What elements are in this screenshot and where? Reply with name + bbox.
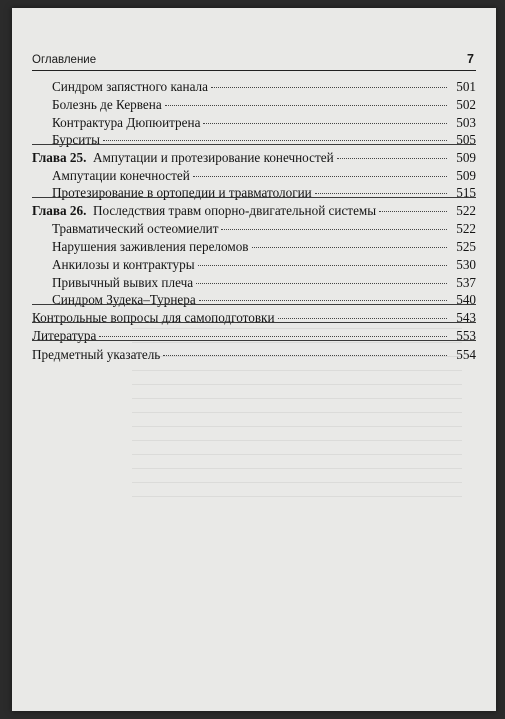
section-divider <box>32 197 476 198</box>
header-page-number: 7 <box>467 52 474 66</box>
toc-entry: Анкилозы и контрактуры 530 <box>52 257 476 272</box>
toc-page-ref: 522 <box>456 221 476 236</box>
toc-entry: Бурситы 505 <box>52 132 476 147</box>
toc-entry: Болезнь де Кервена 502 <box>52 97 476 112</box>
toc-entry: Контрольные вопросы для самоподготовки 543 <box>32 310 476 325</box>
book-page <box>12 8 496 711</box>
section-divider <box>32 144 476 145</box>
toc-chapter-entry: Глава 26. Последствия травм опорно-двигательной системы 522 <box>32 203 476 218</box>
chapter-number: Глава 25. <box>32 150 87 165</box>
toc-page-ref: 540 <box>456 292 476 307</box>
header-title: Оглавление <box>32 54 97 66</box>
toc-page-ref: 515 <box>456 185 476 200</box>
toc-page-ref: 553 <box>456 328 476 343</box>
toc-page-ref: 530 <box>456 257 476 272</box>
toc-page-ref: 505 <box>456 132 476 147</box>
section-divider <box>32 340 476 341</box>
toc-entry: Нарушения заживления переломов 525 <box>52 239 476 254</box>
toc-page-ref: 525 <box>456 239 476 254</box>
section-divider <box>32 304 476 305</box>
toc-page-ref: 501 <box>456 79 476 94</box>
toc-page-ref: 502 <box>456 97 476 112</box>
toc-entry: Протезирование в ортопедии и травматологии 515 <box>52 185 476 200</box>
toc-page-ref: 543 <box>456 310 476 325</box>
toc-entry: Синдром Зудека–Турнера 540 <box>52 292 476 307</box>
toc-page-ref: 537 <box>456 275 476 290</box>
toc-page-ref: 509 <box>456 150 476 165</box>
toc-entry: Травматический остеомиелит 522 <box>52 221 476 236</box>
toc-chapter-entry: Глава 25. Ампутации и протезирование конечностей 509 <box>32 150 476 165</box>
running-header <box>32 52 476 71</box>
toc-entry: Синдром запястного канала 501 <box>52 79 476 94</box>
section-divider <box>32 322 476 323</box>
toc-entry: Контрактура Дюпюитрена 503 <box>52 115 476 130</box>
toc-entry: Предметный указатель 554 <box>32 347 476 362</box>
toc-page-ref: 554 <box>456 347 476 362</box>
toc-entry: Привычный вывих плеча 537 <box>52 275 476 290</box>
toc-entry: Литература 553 <box>32 328 476 343</box>
toc-entry: Ампутации конечностей 509 <box>52 168 476 183</box>
toc-page-ref: 509 <box>456 168 476 183</box>
toc-page-ref: 522 <box>456 203 476 218</box>
chapter-number: Глава 26. <box>32 203 87 218</box>
toc-page-ref: 503 <box>456 115 476 130</box>
